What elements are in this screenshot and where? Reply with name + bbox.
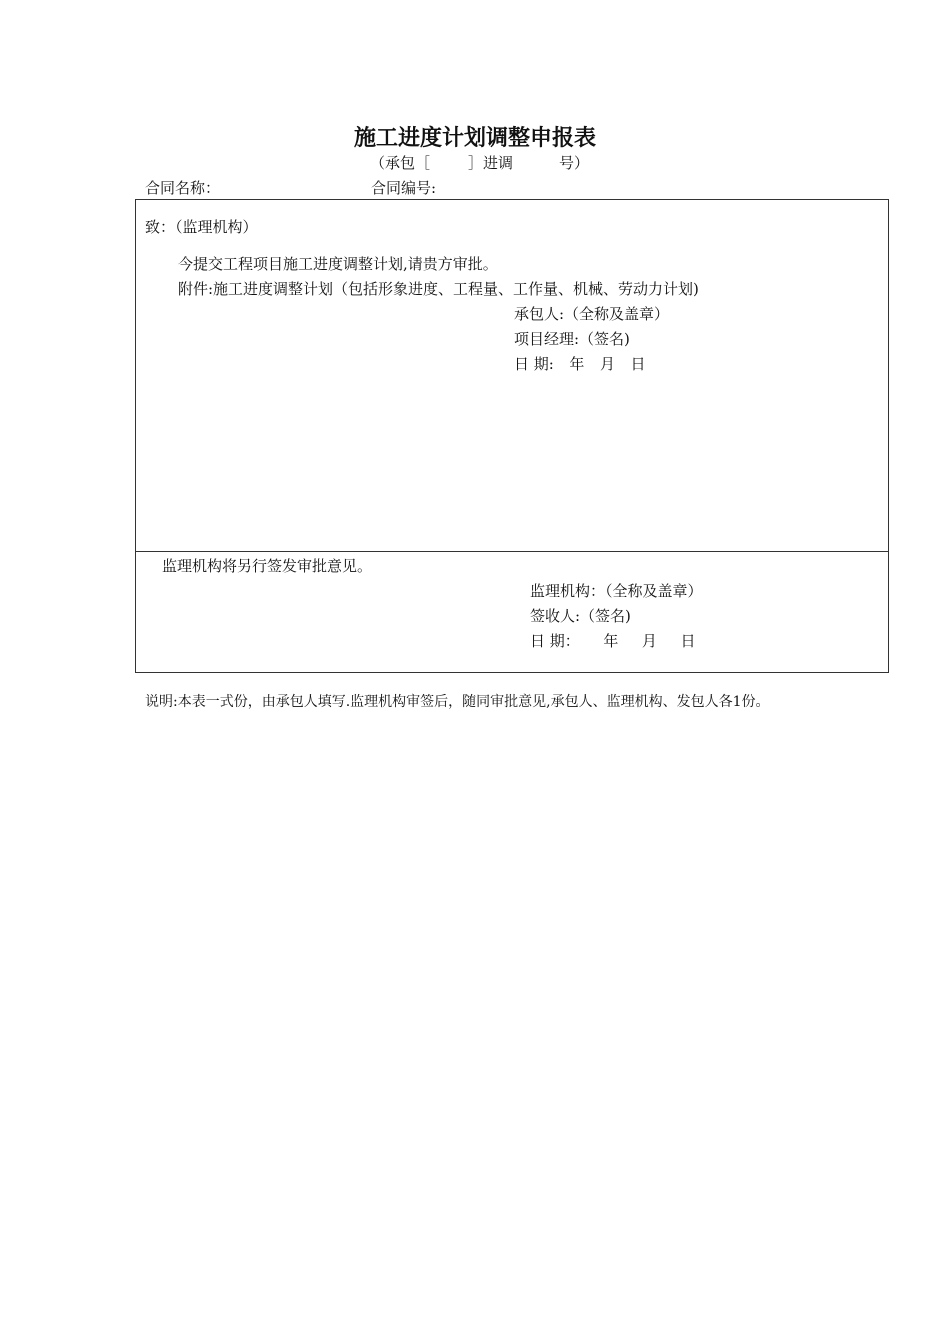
form-number-line bbox=[370, 152, 589, 173]
date-day: 日 bbox=[680, 632, 696, 650]
form-table bbox=[135, 199, 889, 673]
supervisor-date bbox=[530, 630, 696, 651]
date-label: 日 期: bbox=[514, 355, 554, 373]
attachment-line: 附件:施工进度调整计划（包括形象进度、工程量、工作量、机械、劳动力计划) bbox=[178, 280, 699, 298]
form-number-suffix: 号） bbox=[559, 154, 590, 172]
project-manager-signature: 项目经理:（签名) bbox=[514, 330, 630, 348]
submission-date bbox=[514, 353, 646, 374]
page-title: 施工进度计划调整申报表 bbox=[353, 125, 596, 151]
date-month: 月 bbox=[599, 355, 615, 373]
date-year: 年 bbox=[569, 355, 585, 373]
contract-name-label: 合同名称： bbox=[145, 179, 221, 197]
date-month: 月 bbox=[641, 632, 657, 650]
receiver-signature: 签收人:（签名) bbox=[530, 607, 631, 625]
form-number-mid: ］进调 bbox=[468, 154, 514, 172]
supervisor-statement: 监理机构将另行签发审批意见。 bbox=[162, 557, 373, 575]
addressee-line: 致：（监理机构） bbox=[145, 218, 258, 236]
supervisor-agency-signature: 监理机构：（全称及盖章） bbox=[530, 582, 703, 600]
submission-body: 今提交工程项目施工进度调整计划,请贵方审批。 bbox=[178, 255, 498, 273]
contract-no-label: 合同编号: bbox=[371, 179, 437, 197]
date-label: 日 期： bbox=[530, 632, 580, 650]
contractor-signature: 承包人:（全称及盖章） bbox=[514, 305, 670, 323]
date-day: 日 bbox=[630, 355, 646, 373]
section-divider bbox=[136, 551, 888, 552]
form-number-prefix: （承包［ bbox=[370, 154, 431, 172]
date-year: 年 bbox=[603, 632, 619, 650]
footer-note: 说明:本表一式份，由承包人填写.监理机构审签后，随同审批意见,承包人、监理机构、发包人各1份。 bbox=[145, 694, 770, 710]
